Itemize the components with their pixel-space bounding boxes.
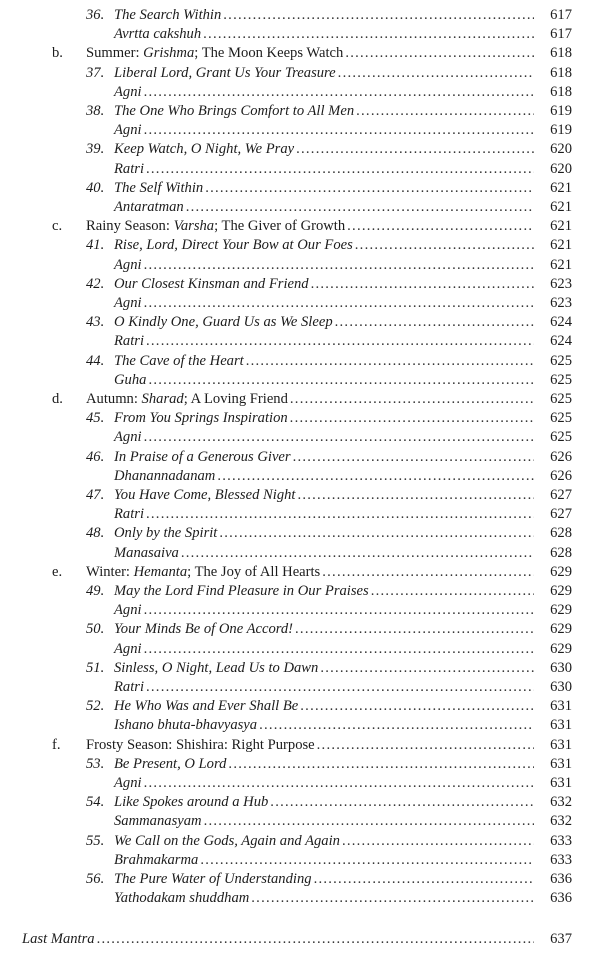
dot-leader (144, 601, 534, 620)
page-number: 636 (550, 890, 572, 907)
toc-entry-hymn[interactable] (0, 409, 600, 428)
dot-leader (219, 524, 534, 543)
toc-entry-deity[interactable] (0, 601, 600, 620)
dot-leader (320, 659, 534, 678)
toc-entry-hymn[interactable] (0, 486, 600, 505)
page-number: 621 (550, 199, 572, 215)
page-number: 621 (550, 237, 572, 254)
dot-leader (186, 198, 534, 217)
page-number: 621 (550, 218, 572, 235)
page-number: 633 (550, 832, 572, 849)
hymn-title: The Pure Water of Understanding (114, 871, 312, 887)
deity-title: Agni (114, 640, 142, 657)
section-letter: d. (52, 391, 63, 407)
section-title-part: Winter: (86, 563, 134, 580)
dot-leader (246, 352, 534, 371)
toc-entry-season[interactable] (0, 390, 600, 409)
section-title (86, 736, 315, 755)
deity-title: Sammanasyam (114, 813, 202, 830)
toc-entry-hymn[interactable] (0, 870, 600, 889)
page-number: 628 (550, 544, 572, 561)
dot-leader (144, 428, 534, 447)
dot-leader (97, 930, 534, 949)
hymn-title: Be Present, O Lord (114, 755, 227, 772)
hymn-title: May the Lord Find Pleasure in Our Praises (114, 583, 369, 599)
deity-title: Ratri (114, 333, 144, 350)
toc-entry-season[interactable] (0, 736, 600, 755)
page-number: 631 (550, 755, 572, 772)
toc-entry-deity[interactable] (0, 851, 600, 870)
page-number: 625 (550, 391, 572, 407)
hymn-number: 39. (86, 141, 105, 158)
hymn-title: Like Spokes around a Hub (114, 794, 269, 811)
section-title-part: ; The Joy of All Hearts (187, 563, 321, 580)
toc-entry-deity[interactable] (0, 294, 600, 313)
dot-leader (317, 736, 534, 755)
toc-entry-deity[interactable] (0, 774, 600, 793)
dot-leader (290, 390, 534, 409)
hymn-title: Liberal Lord, Grant Us Your Treasure (114, 64, 336, 81)
deity-title: Agni (114, 122, 142, 139)
deity-title: Agni (114, 775, 142, 791)
hymn-number: 55. (86, 832, 105, 849)
dot-leader (338, 64, 534, 83)
deity-title: Ishano bhuta-bhavyasya (114, 717, 258, 734)
hymn-number: 36. (86, 7, 105, 23)
dot-leader (223, 6, 534, 25)
deity-title: Dhanannadanam (114, 467, 216, 484)
toc-entry-hymn[interactable] (0, 448, 600, 467)
page-number: 625 (550, 410, 572, 427)
dot-leader (146, 332, 534, 351)
dot-leader (314, 870, 534, 889)
deity-title: Brahmakarma (114, 851, 199, 868)
toc-entry-hymn[interactable] (0, 179, 600, 198)
section-title (86, 217, 345, 236)
toc-entry-deity[interactable] (0, 25, 600, 44)
page-number: 618 (550, 45, 572, 62)
hymn-number: 53. (86, 755, 105, 772)
toc-entry-deity[interactable] (0, 812, 600, 831)
toc-entry-deity[interactable] (0, 505, 600, 524)
hymn-number: 45. (86, 410, 105, 427)
page-number: 618 (550, 64, 572, 81)
dot-leader (300, 697, 534, 716)
toc-entry-deity[interactable] (0, 83, 600, 102)
dot-leader (335, 313, 534, 332)
toc-entry-hymn[interactable] (0, 793, 600, 812)
toc-entry-hymn[interactable] (0, 524, 600, 543)
hymn-title: We Call on the Gods, Again and Again (114, 832, 340, 849)
deity-title: Antaratman (114, 199, 184, 215)
toc-entry-deity[interactable] (0, 640, 600, 659)
hymn-title: He Who Was and Ever Shall Be (114, 698, 299, 715)
dot-leader (144, 774, 534, 793)
dot-leader (295, 620, 534, 639)
page-number: 629 (550, 621, 572, 638)
page-number: 620 (550, 141, 572, 158)
hymn-title: The Self Within (114, 179, 204, 196)
toc-entry-season[interactable] (0, 217, 600, 236)
dot-leader (270, 793, 534, 812)
section-title-part: Hemanta (133, 563, 188, 580)
hymn-title: The Cave of the Heart (114, 352, 244, 369)
section-title-part: Sharad (141, 391, 184, 407)
deity-title: Ratri (114, 506, 144, 523)
hymn-title: Your Minds Be of One Accord! (114, 621, 294, 638)
dot-leader (347, 217, 534, 236)
deity-title: Yathodakam shuddham (114, 890, 250, 907)
dot-leader (148, 371, 534, 390)
page-number: 630 (550, 679, 572, 695)
dot-leader (181, 544, 534, 563)
toc-entry-deity[interactable] (0, 198, 600, 217)
hymn-title: Keep Watch, O Night, We Pray (114, 141, 295, 158)
dot-leader (371, 582, 534, 601)
page-number: 628 (550, 525, 572, 542)
toc-entry-deity[interactable] (0, 889, 600, 908)
page-number: 623 (550, 295, 572, 311)
deity-title: Ratri (114, 679, 144, 695)
page-number: 621 (550, 256, 572, 273)
page-number: 619 (550, 122, 572, 139)
dot-leader (144, 294, 534, 313)
hymn-number: 37. (86, 64, 105, 81)
dot-leader (355, 236, 534, 255)
hymn-number: 44. (86, 352, 105, 369)
deity-title: Avrtta cakshuh (114, 26, 202, 43)
toc-entry-hymn[interactable] (0, 64, 600, 83)
deity-title: Agni (114, 429, 142, 446)
page-number: 636 (550, 871, 572, 887)
hymn-title: From You Springs Inspiration (114, 410, 288, 427)
section-title-part: Varsha (173, 218, 215, 235)
page-number: 630 (550, 659, 572, 676)
dot-leader (205, 179, 534, 198)
dot-leader (251, 889, 534, 908)
toc-entry-hymn[interactable] (0, 140, 600, 159)
toc-entry-hymn[interactable] (0, 6, 600, 25)
section-title-part: Rainy Season: (86, 218, 174, 235)
dot-leader (144, 121, 534, 140)
page-number: 625 (550, 352, 572, 369)
dot-leader (322, 563, 534, 582)
dot-leader (311, 275, 534, 294)
toc-entry-deity[interactable] (0, 716, 600, 735)
hymn-title: You Have Come, Blessed Night (114, 487, 296, 503)
page-number: 625 (550, 429, 572, 446)
toc-entry-deity[interactable] (0, 256, 600, 275)
hymn-title: O Kindly One, Guard Us as We Sleep (114, 314, 333, 331)
section-letter: c. (52, 218, 63, 235)
toc-entry-hymn[interactable] (0, 352, 600, 371)
toc-entry-deity[interactable] (0, 160, 600, 179)
section-title-part: ; The Moon Keeps Watch (194, 45, 344, 62)
toc-entry-hymn[interactable] (0, 582, 600, 601)
dot-leader (259, 716, 534, 735)
dot-leader (296, 140, 534, 159)
page-number: 632 (550, 813, 572, 830)
section-title (86, 563, 320, 582)
dot-leader (144, 256, 534, 275)
toc-entry-hymn[interactable] (0, 102, 600, 121)
page-number: 626 (550, 467, 572, 484)
dot-leader (293, 448, 534, 467)
section-title-part: Summer: (86, 45, 144, 62)
deity-title: Manasaiva (114, 544, 179, 561)
final-title: Last Mantra (22, 931, 95, 948)
dot-leader (146, 505, 534, 524)
page-number: 631 (550, 717, 572, 734)
page-number: 619 (550, 103, 572, 119)
hymn-number: 49. (86, 583, 105, 599)
page-number: 625 (550, 371, 572, 388)
deity-title: Agni (114, 256, 142, 273)
toc-entry-hymn[interactable] (0, 697, 600, 716)
toc-entry-deity[interactable] (0, 332, 600, 351)
page-number: 626 (550, 448, 572, 465)
hymn-number: 52. (86, 698, 105, 715)
dot-leader (200, 851, 534, 870)
deity-title: Ratri (114, 160, 144, 177)
section-letter: f. (52, 736, 61, 753)
dot-leader (203, 25, 534, 44)
hymn-number: 38. (86, 103, 105, 119)
page-number: 620 (550, 160, 572, 177)
hymn-number: 46. (86, 448, 105, 465)
dot-leader (297, 486, 534, 505)
dot-leader (146, 678, 534, 697)
hymn-number: 41. (86, 237, 105, 254)
section-title-part: ; A Loving Friend (183, 391, 288, 407)
page-number: 617 (550, 7, 572, 23)
page-number: 631 (550, 698, 572, 715)
dot-leader (144, 640, 534, 659)
page-number: 629 (550, 583, 572, 599)
dot-leader (204, 812, 534, 831)
toc-entry-hymn[interactable] (0, 832, 600, 851)
toc-entry-hymn[interactable] (0, 755, 600, 774)
hymn-number: 47. (86, 487, 105, 503)
section-title-part: Grishma (143, 45, 195, 62)
section-title (86, 390, 288, 409)
hymn-title: Our Closest Kinsman and Friend (114, 275, 309, 292)
toc-entry-hymn[interactable] (0, 313, 600, 332)
dot-leader (217, 467, 534, 486)
toc-entry-deity[interactable] (0, 544, 600, 563)
dot-leader (342, 832, 534, 851)
toc-entry-hymn[interactable] (0, 275, 600, 294)
page-number: 618 (550, 83, 572, 100)
hymn-number: 54. (86, 794, 105, 811)
dot-leader (345, 44, 534, 63)
page-number: 633 (550, 851, 572, 868)
hymn-title: Only by the Spirit (114, 525, 218, 542)
page-number: 621 (550, 179, 572, 196)
toc-entry-deity[interactable] (0, 428, 600, 447)
page-number: 632 (550, 794, 572, 811)
hymn-number: 43. (86, 314, 105, 331)
deity-title: Agni (114, 602, 142, 619)
hymn-number: 40. (86, 179, 105, 196)
dot-leader (144, 83, 534, 102)
hymn-number: 50. (86, 621, 105, 638)
hymn-title: Sinless, O Night, Lead Us to Dawn (114, 659, 319, 676)
page-number: 629 (550, 602, 572, 619)
hymn-number: 56. (86, 871, 105, 887)
dot-leader (290, 409, 534, 428)
toc-entry-deity[interactable] (0, 121, 600, 140)
section-letter: b. (52, 45, 63, 62)
page-number: 623 (550, 275, 572, 292)
toc-entry-deity[interactable] (0, 371, 600, 390)
page-number: 617 (550, 26, 572, 43)
toc-entry-deity[interactable] (0, 467, 600, 486)
page-number: 624 (550, 333, 572, 350)
deity-title: Guha (114, 371, 147, 388)
toc-entry-season[interactable] (0, 563, 600, 582)
toc-entry-season[interactable] (0, 44, 600, 63)
toc-entry-hymn[interactable] (0, 236, 600, 255)
dot-leader (228, 755, 534, 774)
toc-entry-final[interactable] (0, 930, 600, 949)
hymn-title: In Praise of a Generous Giver (114, 448, 291, 465)
deity-title: Agni (114, 83, 142, 100)
page-number: 629 (550, 640, 572, 657)
section-title-part: Frosty Season: Shishira: Right Purpose (86, 736, 315, 753)
hymn-title: The Search Within (114, 7, 222, 23)
page-number: 629 (550, 563, 572, 580)
dot-leader (356, 102, 534, 121)
page-number: 631 (550, 736, 572, 753)
page-number: 631 (550, 775, 572, 791)
page-number: 624 (550, 314, 572, 331)
toc-entry-hymn[interactable] (0, 659, 600, 678)
section-title-part: ; The Giver of Growth (214, 218, 346, 235)
toc-entry-deity[interactable] (0, 678, 600, 697)
section-title-part: Autumn: (86, 391, 142, 407)
toc-entry-hymn[interactable] (0, 620, 600, 639)
hymn-title: Rise, Lord, Direct Your Bow at Our Foes (114, 237, 353, 254)
hymn-number: 42. (86, 275, 105, 292)
section-title (86, 44, 343, 63)
dot-leader (146, 160, 534, 179)
deity-title: Agni (114, 295, 142, 311)
hymn-number: 51. (86, 659, 105, 676)
hymn-title: The One Who Brings Comfort to All Men (114, 103, 355, 119)
section-letter: e. (52, 563, 63, 580)
hymn-number: 48. (86, 525, 105, 542)
page-number: 627 (550, 506, 572, 523)
page-number: 637 (550, 931, 572, 948)
page-number: 627 (550, 487, 572, 503)
